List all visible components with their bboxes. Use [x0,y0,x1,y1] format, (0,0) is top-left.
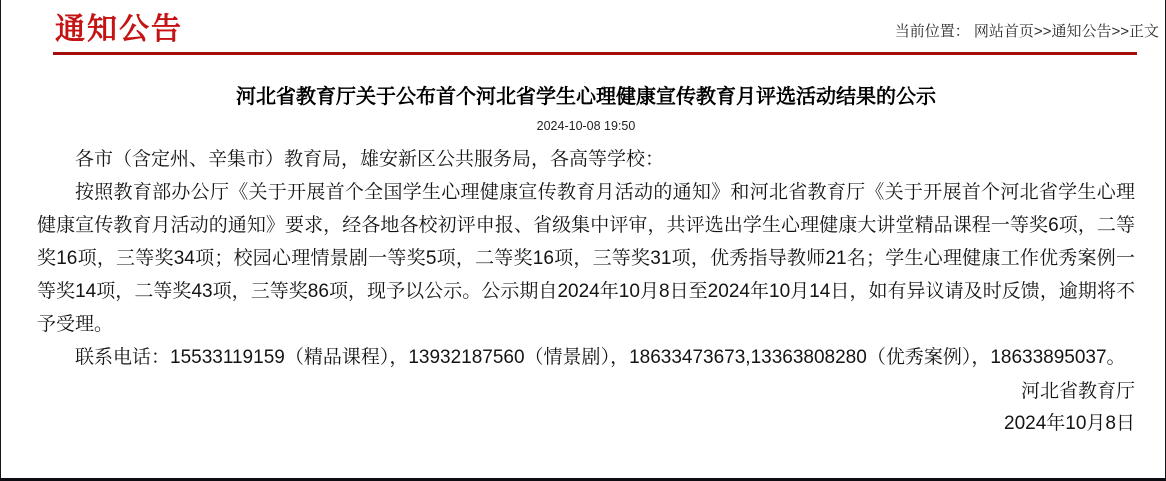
publish-time: 2024-10-08 19:50 [536,119,636,133]
page-header [1,0,1165,52]
signature-block [37,376,1135,440]
paragraph-salutation: 各市（含定州、辛集市）教育局，雄安新区公共服务局，各高等学校： [75,149,665,170]
article-body [37,143,1135,374]
section-divider [53,52,1137,55]
breadcrumb-separator: >> [1033,23,1052,40]
breadcrumb-label: 当前位置： [894,23,970,40]
breadcrumb [895,20,1159,47]
paragraph-contacts: 联系电话：15533119159（精品课程），13932187560（情景剧），18633473673,13363808280（优秀案例），18633895037。 [75,347,1126,368]
article [1,83,1165,440]
paragraph-main: 按照教育部办公厅《关于开展首个全国学生心理健康宣传教育月活动的通知》和河北省教育厅《关于开展首个河北省学生心理健康宣传教育月活动的通知》要求，经各地各校初评申报、省级集中评审，共评选出学生心理健康大讲堂精品课程一等奖6项，二等奖16项，三等奖34项；校园心理情景剧一等奖5项，二等奖16项，三等奖31项，优秀指导教师21名；学生心理健康工作优秀案例一等奖14项，二等奖43项，三等奖86项，现予以公示。公示期自2024年10月8日至2024年10月14日，如有异议请及时反馈，逾期将不予受理。 [37,182,1135,335]
signature-org: 河北省教育厅 [1020,381,1135,402]
breadcrumb-home-link[interactable]: 网站首页 [973,23,1034,40]
breadcrumb-current: 正文 [1128,23,1159,40]
signature-date: 2024年10月8日 [1004,413,1135,434]
breadcrumb-separator: >> [1111,23,1129,40]
section-title: 通知公告 [55,13,183,46]
breadcrumb-section-link[interactable]: 通知公告 [1051,23,1112,40]
article-title: 河北省教育厅关于公布首个河北省学生心理健康宣传教育月评选活动结果的公示 [236,86,936,108]
